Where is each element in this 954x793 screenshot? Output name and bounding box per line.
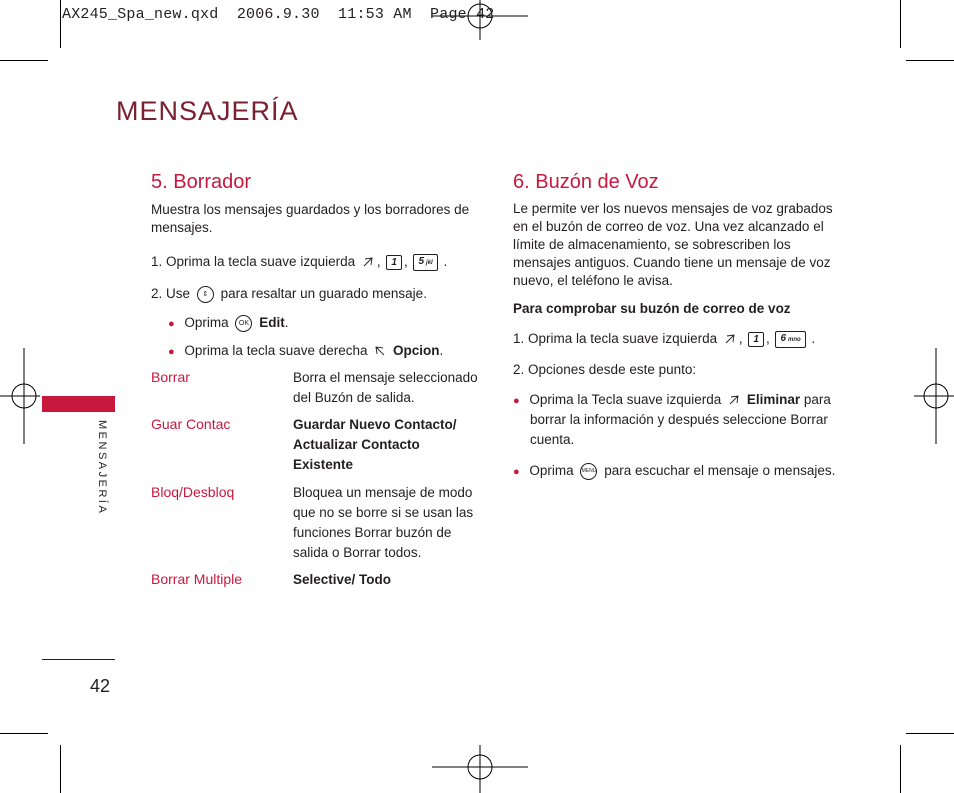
print-slug: AX245_Spa_new.qxd 2006.9.30 11:53 AM Page 42 <box>62 6 495 23</box>
bullet-line: borrar la información y después seleccione Borrar <box>530 412 828 427</box>
bullet-opcion: ● Oprima la tecla suave derecha Opcion. <box>168 343 444 358</box>
key-5-icon <box>413 254 437 271</box>
section-intro: Muestra los mensajes guardados y los borradores de mensajes. <box>151 202 470 235</box>
bullet-bold-text: Eliminar <box>746 392 801 407</box>
bullet-menu <box>513 462 835 481</box>
bullet-edit: ● Oprima OK Edit. <box>168 315 289 330</box>
section-buzon <box>513 171 843 290</box>
left-soft-key-icon <box>362 256 374 268</box>
bullet-text: Oprima la tecla suave derecha <box>184 343 368 358</box>
registration-mark-bottom <box>432 745 528 793</box>
key-letters: jkl <box>426 259 433 266</box>
option-value-line: Actualizar Contacto <box>293 437 420 452</box>
left-soft-key-icon <box>728 394 740 406</box>
option-value-line: Selective/ Todo <box>293 572 392 587</box>
option-value-line: salida o Borrar todos. <box>293 545 422 560</box>
step-text: 1. Oprima la tecla suave izquierda <box>513 331 718 346</box>
key-digit: 5 <box>418 255 425 267</box>
option-label: Bloq/Desbloq <box>151 484 235 500</box>
option-value <box>293 570 391 590</box>
key-1-icon: 1 <box>386 255 402 270</box>
navigation-key-icon: ⇕ <box>197 286 214 303</box>
intro-line: Le permite ver los nuevos mensajes de voz grabados <box>513 201 833 216</box>
page-title: MENSAJERÍA <box>116 96 299 126</box>
bullet-bold-text: Opcion <box>393 343 440 358</box>
option-value <box>293 483 473 563</box>
page-number: 42 <box>90 676 111 696</box>
bullet-dot-icon: ● <box>168 346 175 358</box>
option-value-line: Guardar Nuevo Contacto/ <box>293 417 457 432</box>
key-letters: mno <box>788 336 801 343</box>
option-value-line: del Buzón de salida. <box>293 390 415 405</box>
bullet-dot-icon: ● <box>513 395 520 407</box>
intro-line: en el buzón de correo de voz. Una vez alcanzado el <box>513 219 824 234</box>
bullet-text: para escuchar el mensaje o mensajes. <box>604 463 836 478</box>
bullet-dot-icon: ● <box>513 466 520 478</box>
bullet-text: Oprima <box>529 463 574 478</box>
right-soft-key-icon <box>374 345 386 357</box>
section-intro <box>513 200 843 290</box>
option-label: Borrar <box>151 369 190 385</box>
bullet-bold-text: Edit <box>259 315 285 330</box>
option-label: Borrar Multiple <box>151 571 243 587</box>
option-value-line: Existente <box>293 457 354 472</box>
intro-line: límite de almacenamiento, se sobrescriben los <box>513 237 791 252</box>
side-section-label: MENSAJERÍA <box>96 420 108 516</box>
bullet-text: para <box>803 392 831 407</box>
section-subheading: Para comprobar su buzón de correo de voz <box>513 301 791 316</box>
key-digit: 6 <box>780 332 787 344</box>
option-value <box>293 368 478 408</box>
footer-rule <box>42 659 115 660</box>
step-1: 1. Oprima la tecla suave izquierda , 1 , 6 mno . <box>513 331 816 346</box>
option-label: Guar Contac <box>151 416 231 432</box>
menu-key-icon: MENU <box>580 463 597 480</box>
option-value-line: funciones Borrar buzón de <box>293 525 452 540</box>
registration-mark-left <box>0 348 40 444</box>
section-heading: 6. Buzón de Voz <box>513 171 659 193</box>
key-1-icon: 1 <box>748 332 764 347</box>
step-2: 2. Opciones desde este punto: <box>513 362 697 377</box>
side-tab-bar <box>42 396 115 412</box>
bullet-text: Oprima <box>184 315 229 330</box>
option-value-line: Borra el mensaje seleccionado <box>293 370 478 385</box>
ok-key-icon: OK <box>235 315 252 332</box>
step-text: para resaltar un guarado mensaje. <box>220 286 427 301</box>
bullet-dot-icon: ● <box>168 318 175 330</box>
key-6-icon <box>775 331 805 348</box>
section-borrador <box>151 171 481 237</box>
registration-mark-right <box>914 348 954 444</box>
section-heading: 5. Borrador <box>151 171 252 193</box>
step-1: 1. Oprima la tecla suave izquierda , 1 , 5 jkl . <box>151 254 448 269</box>
intro-line: mensajes antiguos. Cuando tiene un mensaje de voz <box>513 255 831 270</box>
step-text: 2. Use <box>151 286 191 301</box>
bullet-text: Oprima la Tecla suave izquierda <box>529 392 722 407</box>
option-value <box>293 415 457 475</box>
intro-line: nuevo, el teléfono le avisa. <box>513 273 673 288</box>
step-2 <box>151 285 427 303</box>
option-value-line: que no se borre si se usan las <box>293 505 474 520</box>
left-soft-key-icon <box>724 333 736 345</box>
bullet-eliminar <box>513 391 831 450</box>
option-value-line: Bloquea un mensaje de modo <box>293 485 473 500</box>
bullet-line: cuenta. <box>530 432 575 447</box>
step-text: 1. Oprima la tecla suave izquierda <box>151 254 356 269</box>
